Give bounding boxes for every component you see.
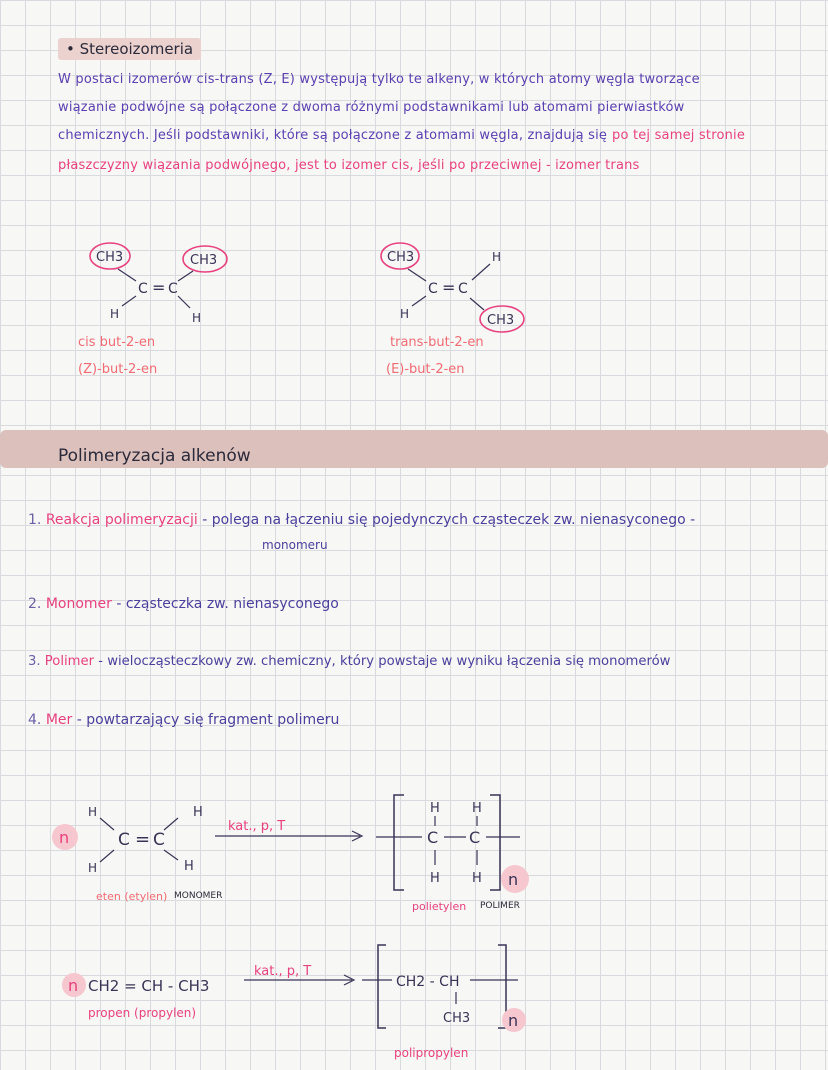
paragraph-line-3: chemicznych. Jeśli podstawniki, które są połączone z atomami węgla, znajdują się	[58, 128, 608, 143]
atom-h: H	[88, 805, 98, 819]
propene-label: propen (propylen)	[88, 1006, 197, 1020]
z-name: (Z)-but-2-en	[78, 362, 158, 377]
monomer-label: eten (etylen)	[96, 890, 168, 903]
trans-but-2-ene-structure	[372, 236, 552, 341]
coefficient-n: n	[68, 976, 79, 995]
atom-h: H	[192, 311, 202, 325]
item-number: 2.	[28, 596, 42, 612]
atom-h: H	[400, 307, 410, 321]
coefficient-n: n	[59, 828, 70, 847]
atom-ch3: CH3	[96, 250, 124, 265]
polymer-subscript-n: n	[508, 1011, 519, 1030]
section-title-polymerization: Polimeryzacja alkenów	[58, 446, 251, 466]
condition-label: kat., p, T	[254, 964, 312, 979]
atom-h: H	[88, 861, 98, 875]
item-definition: - polega na łączeniu się pojedynczych cząsteczek zw. nienasyconego -	[202, 512, 696, 528]
atom-c: C	[138, 281, 148, 297]
methyl-substituent: CH3	[443, 1011, 471, 1026]
atom-c: C	[118, 830, 130, 850]
atom-h: H	[472, 871, 482, 886]
paragraph-line-1: W postaci izomerów cis-trans (Z, E) występują tylko te alkeny, w których atomy węgla tworzące	[58, 72, 700, 87]
atom-ch3: CH3	[387, 250, 415, 265]
polymer-chain-formula: CH2 - CH	[396, 974, 460, 990]
item-definition-continuation: monomeru	[262, 538, 328, 552]
definition-item-3	[28, 654, 670, 669]
atom-c: C	[168, 281, 178, 297]
atom-c: C	[469, 828, 481, 847]
reaction-propene-polymerization	[58, 940, 538, 1040]
atom-ch3: CH3	[487, 313, 515, 328]
item-term: Monomer	[45, 596, 112, 612]
item-term: Polimer	[44, 654, 95, 669]
paragraph-line-2: wiązanie podwójne są połączone z dwoma różnymi podstawnikami lub atomami pierwiastków	[58, 100, 685, 115]
item-definition: - wielocząsteczkowy zw. chemiczny, który powstaje w wyniku łączenia się monomerów	[98, 654, 671, 669]
definition-item-1	[28, 512, 695, 528]
definition-item-4	[28, 712, 339, 728]
paragraph-line-4: płaszczyzny wiązania podwójnego, jest to izomer cis, jeśli po przeciwnej - izomer trans	[58, 158, 640, 173]
section-title-stereoisomery: • Stereoizomeria	[58, 38, 201, 60]
polymer-tag: POLIMER	[480, 901, 520, 911]
atom-ch3: CH3	[190, 253, 218, 268]
atom-c: C	[458, 281, 468, 297]
item-definition: - cząsteczka zw. nienasyconego	[116, 596, 339, 612]
e-name: (E)-but-2-en	[386, 362, 465, 377]
polymer-label: polietylen	[412, 900, 467, 913]
atom-h: H	[110, 307, 120, 321]
atom-c: C	[153, 830, 165, 850]
propene-formula: CH2 = CH - CH3	[88, 977, 210, 995]
condition-label: kat., p, T	[228, 819, 286, 834]
atom-h: H	[472, 801, 482, 816]
double-bond: =	[152, 278, 166, 297]
paragraph-line-3-highlight: po tej samej stronie	[612, 128, 746, 143]
item-number: 4.	[28, 712, 42, 728]
cis-name: cis but-2-en	[78, 335, 156, 350]
item-definition: - powtarzający się fragment polimeru	[76, 712, 340, 728]
polymer-subscript-n: n	[508, 870, 519, 889]
atom-c: C	[428, 281, 438, 297]
atom-h: H	[184, 859, 194, 874]
monomer-tag: MONOMER	[174, 891, 223, 901]
polypropylene-label: polipropylen	[394, 1046, 469, 1060]
item-term: Reakcja polimeryzacji	[45, 512, 198, 528]
item-number: 1.	[28, 512, 42, 528]
item-term: Mer	[45, 712, 73, 728]
atom-h: H	[430, 801, 440, 816]
trans-name: trans-but-2-en	[390, 335, 484, 350]
definition-item-2	[28, 596, 339, 612]
item-number: 3.	[28, 654, 41, 669]
cis-but-2-ene-structure	[80, 236, 260, 336]
atom-c: C	[427, 828, 439, 847]
double-bond: =	[442, 278, 456, 297]
atom-h: H	[430, 871, 440, 886]
double-bond: =	[135, 829, 151, 850]
atom-h: H	[193, 805, 203, 820]
atom-h: H	[492, 250, 502, 264]
